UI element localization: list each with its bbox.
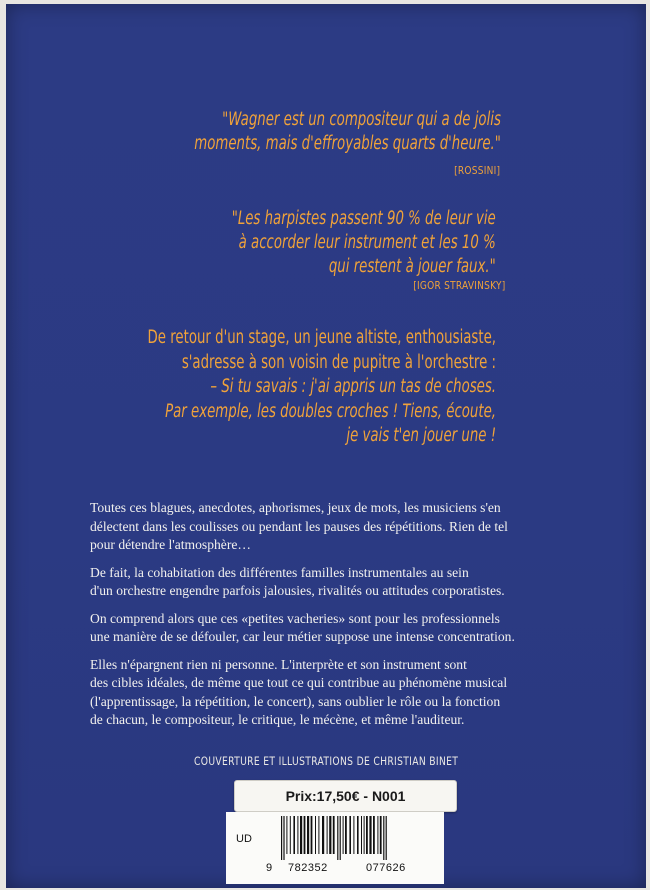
blurb-line: de chacun, le compositeur, le critique, le mécène, et même l'auditeur. (90, 712, 465, 727)
barcode-bar (340, 816, 341, 860)
barcode-bar (349, 816, 351, 854)
blurb-paragraph (90, 610, 570, 647)
blurb-paragraph (90, 499, 570, 555)
quote-harpistes (232, 207, 496, 279)
barcode-bar (293, 816, 295, 854)
price-sticker: Prix:17,50€ - N001 (234, 780, 457, 812)
credits-text: COUVERTURE ET ILLUSTRATIONS DE CHRISTIAN BINET (193, 754, 459, 768)
anecdote-line: De retour d'un stage, un jeune altiste, enthousiaste, (147, 327, 496, 348)
barcode-bar (307, 816, 309, 854)
barcode-bar (304, 816, 306, 854)
barcode-bar (311, 816, 313, 854)
quote-attribution-stravinsky: [IGOR STRAVINSKY] (412, 279, 505, 292)
blurb-line: délectent dans les coulisses ou pendant les pauses des répétitions. Rien de tel (90, 518, 508, 534)
barcode-bar (318, 816, 319, 854)
barcode-bar (281, 816, 282, 860)
barcode-bar (297, 816, 298, 854)
barcode-bar (286, 816, 287, 854)
blurb-line: On comprend alors que ces «petites vacheries» sont pour les professionnels (90, 610, 500, 626)
barcode-bar (290, 816, 291, 854)
blurb-line: (l'apprentissage, la répétition, le concert), sans oublier le rôle ou la fonction (90, 693, 501, 709)
blurb-paragraph (90, 564, 570, 601)
barcode-bar (386, 816, 387, 860)
anecdote-altiste (147, 326, 496, 449)
barcode-bar (373, 816, 375, 854)
barcode-bar (315, 816, 316, 854)
anecdote-line: – Si tu savais : j'ai appris un tas de choses. (210, 376, 497, 397)
barcode-bar (383, 816, 384, 860)
quote-line: à accorder leur instrument et les 10 % (238, 232, 496, 253)
barcode-bar (369, 816, 371, 854)
barcode-bar (357, 816, 359, 854)
quote-line: moments, mais d'effroyables quarts d'heure." (194, 133, 501, 154)
cover-credits (6, 754, 646, 768)
barcode-bar (333, 816, 335, 854)
barcode-bar (300, 816, 302, 854)
isbn-digit-group1: 782352 (288, 862, 328, 874)
blurb-line: Elles n'épargnent rien ni personne. L'interprète et son instrument sont (90, 656, 467, 672)
barcode-bar (337, 816, 338, 860)
quote-attribution-rossini: [ROSSINI] (453, 164, 500, 177)
barcode-bar (322, 816, 324, 854)
anecdote-line: je vais t'en jouer une ! (346, 425, 496, 446)
quote-line: "Les harpistes passent 90 % de leur vie (231, 208, 496, 229)
blurb-line: une manière de se défouler, car leur métier suppose une intense concentration. (90, 629, 515, 644)
quote-line: qui restent à jouer faux." (329, 256, 496, 277)
barcode-bar (364, 816, 365, 854)
isbn-digit-group2: 077626 (366, 862, 406, 874)
barcode-bar (377, 816, 378, 854)
anecdote-line: Par exemple, les doubles croches ! Tiens, écoute, (165, 400, 497, 422)
blurb-line: Toutes ces blagues, anecdotes, aphorismes, jeux de mots, les musiciens s'en (90, 500, 501, 515)
quote-wagner (194, 108, 501, 156)
barcode-bar (366, 816, 368, 854)
barcode-bar (329, 816, 331, 854)
isbn-barcode (279, 816, 439, 860)
blurb-line: d'un orchestre engendre parfois jalousies, rivalités ou attitudes corporatistes. (90, 583, 505, 598)
blurb-line: pour détendre l'atmosphère… (90, 537, 251, 552)
barcode-bar (353, 816, 354, 854)
blurb-text (90, 499, 570, 739)
barcode-bar (283, 816, 284, 860)
blurb-paragraph (90, 656, 570, 730)
back-cover (6, 4, 646, 888)
barcode-bar (380, 816, 382, 854)
barcode-label: UD (236, 833, 252, 845)
barcode-bar (327, 816, 328, 854)
isbn-digit-first: 9 (266, 862, 273, 874)
barcode-bar (361, 816, 362, 854)
barcode-panel (226, 812, 444, 884)
barcode-bar (343, 816, 344, 854)
blurb-line: des cibles idéales, de même que tout ce qui contribue au phénomène musical (90, 675, 508, 690)
blurb-line: De fait, la cohabitation des différentes familles instrumentales au sein (90, 564, 469, 580)
quote-line: "Wagner est un compositeur qui a de jolis (222, 109, 501, 130)
anecdote-line: s'adresse à son voisin de pupitre à l'orchestre : (181, 351, 496, 373)
barcode-bar (345, 816, 347, 854)
